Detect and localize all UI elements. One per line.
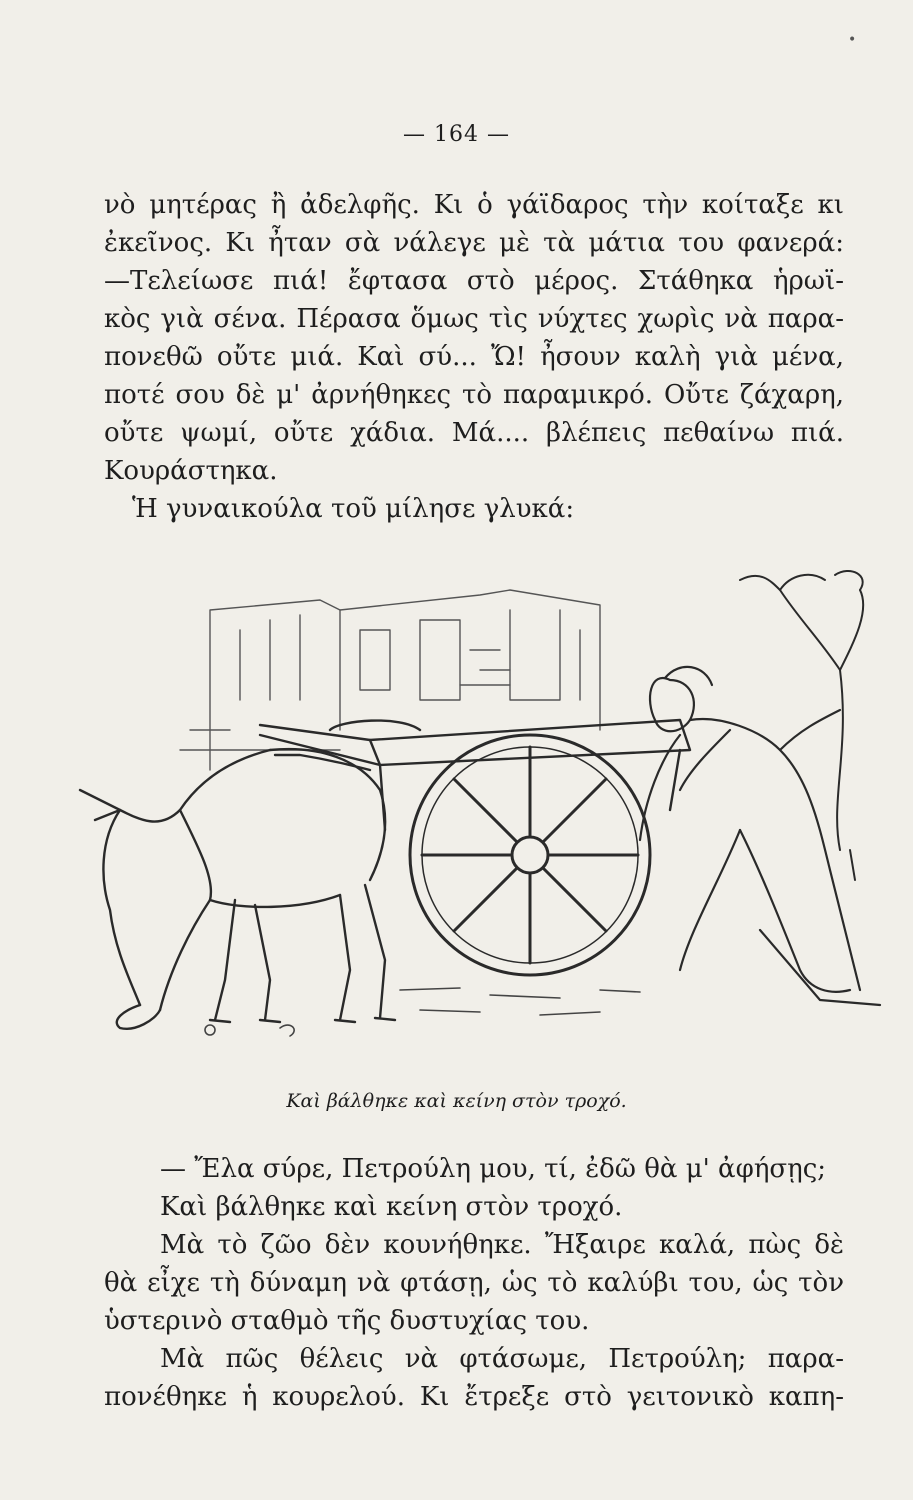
top-text-block	[104, 186, 844, 528]
text-line: οὔτε ψωμί, οὔτε χάδια. Μά.... βλέπεις πεθαίνω πιά.	[104, 418, 844, 448]
text-line: νὸ μητέρας ἢ ἀδελφῆς. Κι ὁ γάϊδαρος τὴν κοίταξε κι	[104, 190, 844, 220]
text-line: — Ἔλα σύρε, Πετρούλη μου, τί, ἐδῶ θὰ μ' ἀφήσῃς;	[160, 1154, 827, 1184]
text-line: Καὶ βάλθηκε καὶ κείνη στὸν τροχό.	[160, 1192, 623, 1222]
page-number: — 164 —	[403, 122, 510, 147]
donkey-cart-illustration	[40, 550, 900, 1050]
donkey	[80, 749, 395, 1029]
text-line: πονέθηκε ἡ κουρελού. Κι ἔτρεξε στὸ γειτονικὸ καπη-	[104, 1382, 844, 1412]
ground-strokes	[205, 988, 640, 1036]
text-line: θὰ εἶχε τὴ δύναμη νὰ φτάσῃ, ὡς τὸ καλύβι του, ὡς τὸν	[104, 1268, 844, 1298]
illustration-caption: Καὶ βάλθηκε καὶ κείνη στὸν τροχό.	[286, 1090, 627, 1112]
text-line: Κουράστηκα.	[104, 456, 278, 486]
text-line: κὸς γιὰ σένα. Πέρασα ὅμως τὶς νύχτες χωρὶς νὰ παρα-	[104, 304, 844, 334]
text-line: Μὰ τὸ ζῶο δὲν κουνήθηκε. Ἤξαιρε καλά, πὼς δὲ	[160, 1230, 844, 1260]
tree	[740, 571, 863, 880]
woman-figure	[640, 667, 880, 1005]
cart	[260, 720, 690, 830]
text-line: ποτέ σου δὲ μ' ἀρνήθηκες τὸ παραμικρό. Οὔτε ζάχαρη,	[104, 380, 844, 410]
text-line: πονεθῶ οὔτε μιά. Καὶ σύ... Ὤ! ἦσουν καλὴ γιὰ μένα,	[104, 342, 844, 372]
text-line: ἐκεῖνος. Κι ἦταν σὰ νάλεγε μὲ τὰ μάτια του φανερά:	[104, 228, 844, 258]
text-line: Ἡ γυναικούλα τοῦ μίλησε γλυκά:	[132, 494, 575, 524]
text-line: ὑστερινὸ σταθμὸ τῆς δυστυχίας του.	[104, 1306, 590, 1336]
bottom-text-block	[104, 1150, 844, 1416]
cart-wheel	[410, 735, 650, 975]
corner-mark: •	[848, 32, 857, 48]
text-line: Μὰ πῶς θέλεις νὰ φτάσωμε, Πετρούλη; παρα-	[160, 1344, 844, 1374]
background-buildings	[180, 590, 600, 770]
text-line: —Τελείωσε πιά! ἔφτασα στὸ μέρος. Στάθηκα ἡρωϊ-	[104, 266, 844, 296]
